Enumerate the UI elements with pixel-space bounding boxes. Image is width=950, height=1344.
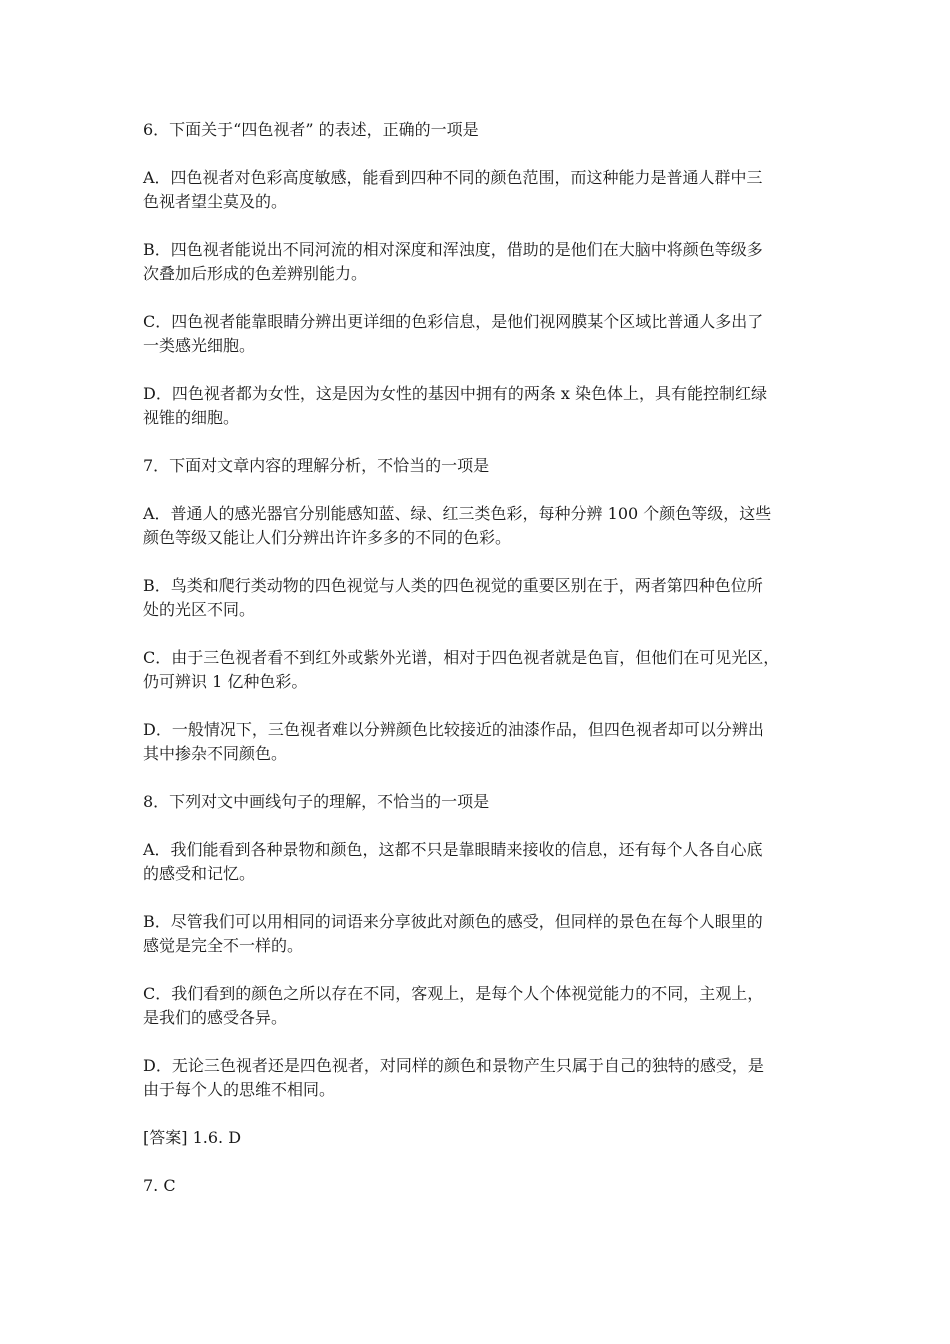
question-6-option-b: [143, 238, 808, 286]
option-line: B．鸟类和爬行类动物的四色视觉与人类的四色视觉的重要区别在于，两者第四种色位所: [143, 576, 763, 595]
question-8-option-d: [143, 1054, 808, 1102]
option-line: 处的光区不同。: [143, 600, 256, 619]
option-line: C．由于三色视者看不到红外或紫外光谱，相对于四色视者就是色盲，但他们在可见光区，: [143, 648, 780, 667]
option-line: 视锥的细胞。: [143, 408, 240, 427]
option-line: A．普通人的感光器官分别能感知蓝、绿、红三类色彩，每种分辨 100 个颜色等级，这些: [143, 504, 772, 523]
option-line: 仍可辨识 1 亿种色彩。: [143, 672, 308, 691]
document-page: [143, 118, 808, 1222]
option-line: 色视者望尘莫及的。: [143, 192, 288, 211]
question-8-option-a: [143, 838, 808, 886]
option-line: 其中掺杂不同颜色。: [143, 744, 288, 763]
option-line: 感觉是完全不一样的。: [143, 936, 304, 955]
question-stem-text: 8．下列对文中画线句子的理解，不恰当的一项是: [143, 792, 490, 811]
option-line: B．四色视者能说出不同河流的相对深度和浑浊度，借助的是他们在大脑中将颜色等级多: [143, 240, 763, 259]
question-7-stem: [143, 454, 808, 478]
option-line: D．一般情况下，三色视者难以分辨颜色比较接近的油漆作品，但四色视者却可以分辨出: [143, 720, 764, 739]
answer-block: [143, 1174, 808, 1198]
question-7-option-b: [143, 574, 808, 622]
option-line: 次叠加后形成的色差辨别能力。: [143, 264, 368, 283]
answer-line: 7. C: [143, 1176, 176, 1195]
question-6-option-a: [143, 166, 808, 214]
option-line: 是我们的感受各异。: [143, 1008, 288, 1027]
option-line: 颜色等级又能让人们分辨出许许多多的不同的色彩。: [143, 528, 512, 547]
option-line: D．四色视者都为女性，这是因为女性的基因中拥有的两条 x 染色体上，具有能控制红绿: [143, 384, 768, 403]
option-line: B．尽管我们可以用相同的词语来分享彼此对颜色的感受，但同样的景色在每个人眼里的: [143, 912, 763, 931]
question-7-option-d: [143, 718, 808, 766]
option-line: C．四色视者能靠眼睛分辨出更详细的色彩信息，是他们视网膜某个区域比普通人多出了: [143, 312, 764, 331]
question-8-stem: [143, 790, 808, 814]
option-line: A．四色视者对色彩高度敏感，能看到四种不同的颜色范围，而这种能力是普通人群中三: [143, 168, 763, 187]
question-6-option-d: [143, 382, 808, 430]
question-6-option-c: [143, 310, 808, 358]
question-7-option-a: [143, 502, 808, 550]
option-line: 一类感光细胞。: [143, 336, 256, 355]
question-8-option-b: [143, 910, 808, 958]
question-6-stem: [143, 118, 808, 142]
answer-line: [答案] 1.6. D: [143, 1128, 242, 1147]
option-line: C．我们看到的颜色之所以存在不同，客观上，是每个人个体视觉能力的不同，主观上，: [143, 984, 764, 1003]
answer-block: [143, 1126, 808, 1150]
option-line: A．我们能看到各种景物和颜色，这都不只是靠眼睛来接收的信息，还有每个人各自心底: [143, 840, 763, 859]
option-line: 的感受和记忆。: [143, 864, 256, 883]
question-7-option-c: [143, 646, 808, 694]
option-line: 由于每个人的思维不相同。: [143, 1080, 336, 1099]
question-8-option-c: [143, 982, 808, 1030]
question-stem-text: 6．下面关于“四色视者” 的表述，正确的一项是: [143, 120, 479, 139]
question-stem-text: 7．下面对文章内容的理解分析，不恰当的一项是: [143, 456, 490, 475]
option-line: D．无论三色视者还是四色视者，对同样的颜色和景物产生只属于自己的独特的感受，是: [143, 1056, 764, 1075]
